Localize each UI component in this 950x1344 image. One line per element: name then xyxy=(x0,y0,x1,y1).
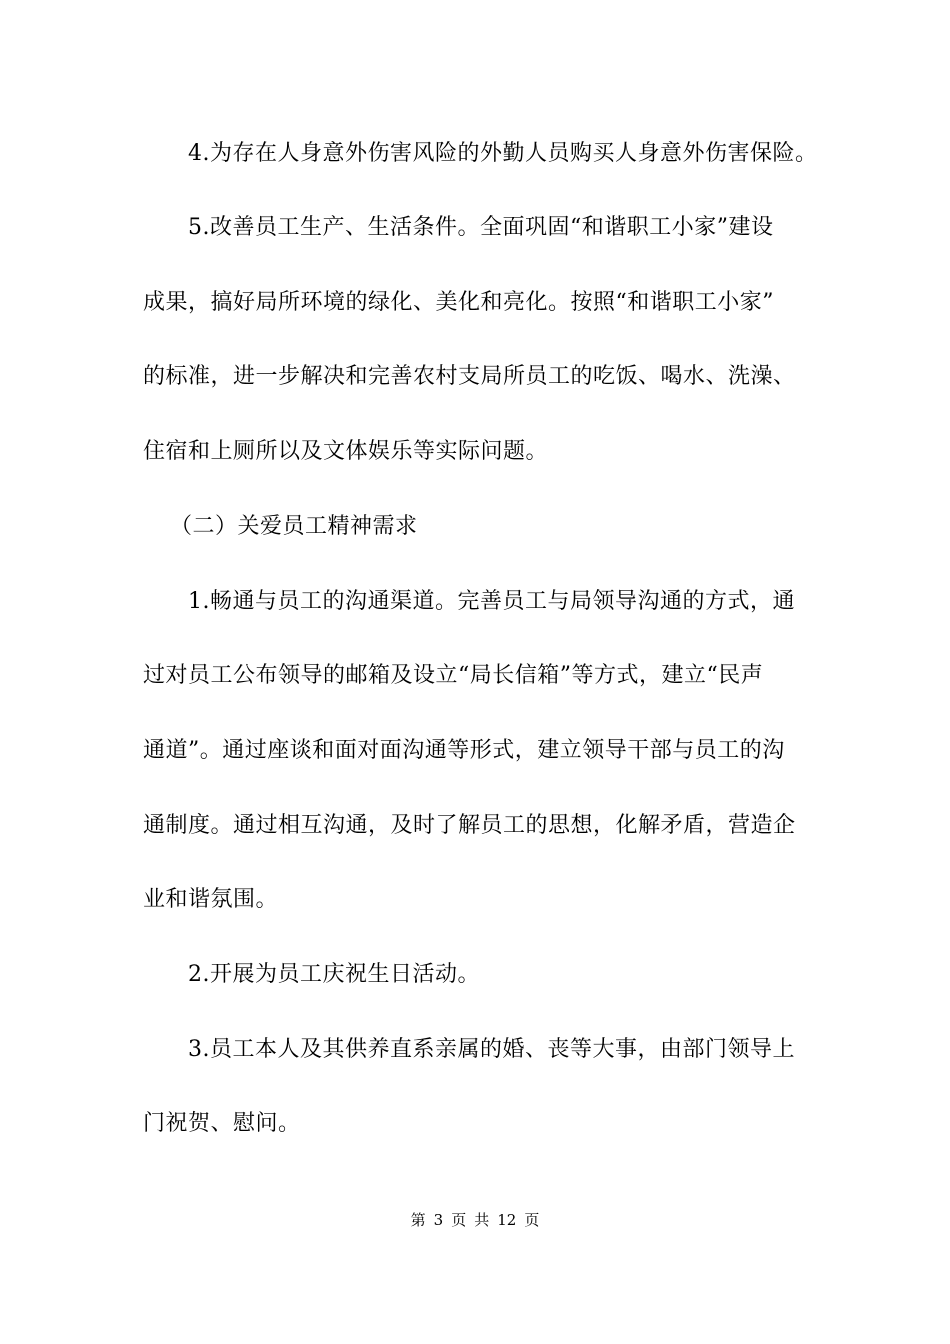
paragraph-line: 业和谐氛围。 xyxy=(143,887,279,912)
paragraph-line: 成果，搞好局所环境的绿化、美化和亮化。按照“和谐职工小家” xyxy=(143,290,774,315)
paragraph-line: 1.畅通与员工的沟通渠道。完善员工与局领导沟通的方式，通 xyxy=(188,589,795,614)
paragraph-line: 2.开展为员工庆祝生日活动。 xyxy=(188,962,480,987)
page-footer xyxy=(0,1210,950,1230)
paragraph-line: 3.员工本人及其供养直系亲属的婚、丧等大事，由部门领导上 xyxy=(188,1037,795,1062)
footer-total-word: 共 xyxy=(474,1211,490,1229)
paragraph-line: 通制度。通过相互沟通，及时了解员工的思想，化解矛盾，营造企 xyxy=(143,813,796,838)
section-heading: （二）关爱员工精神需求 xyxy=(170,514,418,539)
paragraph-line: 4.为存在人身意外伤害风险的外勤人员购买人身意外伤害保险。 xyxy=(188,141,818,166)
paragraph-line: 通道”。通过座谈和面对面沟通等形式，建立领导干部与员工的沟 xyxy=(143,738,785,763)
footer-prefix: 第 xyxy=(410,1211,426,1229)
paragraph-line: 5.改善员工生产、生活条件。全面巩固“和谐职工小家”建设 xyxy=(188,215,774,240)
footer-current-page: 3 xyxy=(433,1211,444,1229)
paragraph-line: 的标准，进一步解决和完善农村支局所员工的吃饭、喝水、洗澡、 xyxy=(143,364,796,389)
paragraph-line: 过对员工公布领导的邮箱及设立“局长信箱”等方式，建立“民声 xyxy=(143,663,764,688)
footer-page-word: 页 xyxy=(451,1211,467,1229)
footer-suffix: 页 xyxy=(524,1211,540,1229)
paragraph-line: 住宿和上厕所以及文体娱乐等实际问题。 xyxy=(143,439,549,464)
footer-total-pages: 12 xyxy=(497,1211,517,1229)
paragraph-line: 门祝贺、慰问。 xyxy=(143,1111,301,1136)
